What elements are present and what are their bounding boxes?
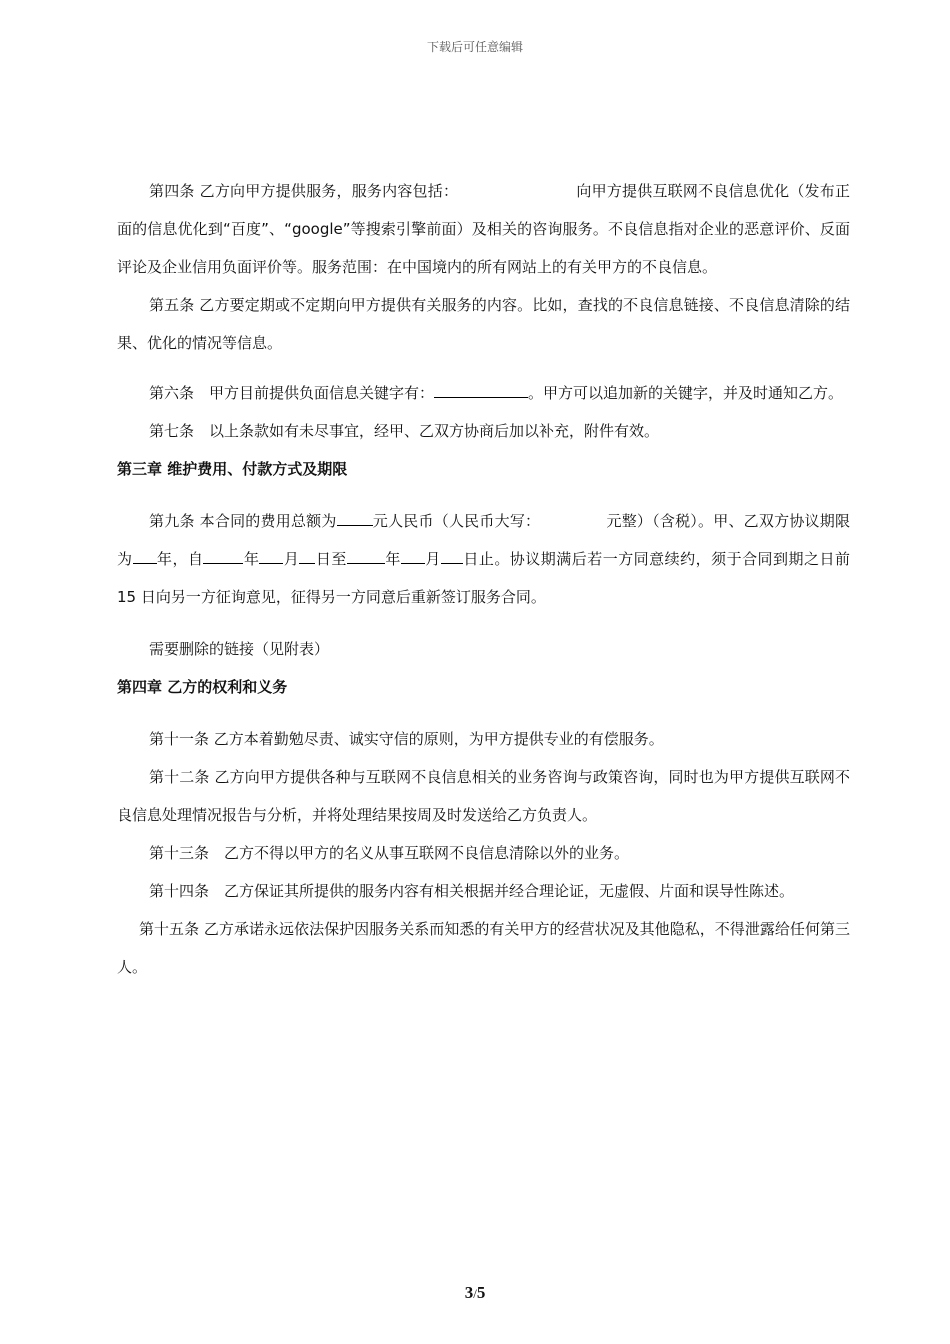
total-pages: 5 bbox=[476, 1283, 486, 1302]
document-body bbox=[117, 172, 850, 986]
article-9 bbox=[117, 502, 850, 616]
article-15: 第十五条 乙方承诺永远依法保护因服务关系而知悉的有关甲方的经营状况及其他隐私，不得泄露给任何第三人。 bbox=[117, 920, 850, 976]
start-year-blank bbox=[203, 546, 243, 564]
start-day-blank bbox=[299, 546, 315, 564]
page-number bbox=[0, 1283, 950, 1303]
article-9-part: 年，自 bbox=[156, 550, 204, 568]
term-years-blank bbox=[133, 546, 157, 564]
article-6 bbox=[117, 374, 850, 412]
article-9-part: 元整）（含税）。甲、乙双方协议期限为 bbox=[117, 512, 850, 568]
article-12: 第十二条 乙方向甲方提供各种与互联网不良信息相关的业务咨询与政策咨询，同时也为甲方提供互联网不良信息处理情况报告与分析，并将处理结果按周及时发送给乙方负责人。 bbox=[117, 768, 850, 824]
article-5: 第五条 乙方要定期或不定期向甲方提供有关服务的内容。比如，查找的不良信息链接、不良信息清除的结果、优化的情况等信息。 bbox=[117, 296, 850, 352]
article-9-part: 月 bbox=[424, 550, 441, 568]
article-9-part: 日止。协议期满后若一方同意续约，须于合同到期之日前 15 日向另一方征询意见，征得另一方同意后重新签订服务合同。 bbox=[117, 550, 850, 606]
article-9-part: 元人民币（人民币大写： bbox=[372, 512, 541, 530]
article-9-part: 年 bbox=[384, 550, 401, 568]
article-9-part: 月 bbox=[283, 550, 300, 568]
chapter-3-title: 第三章 维护费用、付款方式及期限 bbox=[117, 460, 348, 478]
links-note: 需要删除的链接（见附表） bbox=[149, 640, 330, 658]
article-4 bbox=[117, 172, 850, 286]
article-6-lead: 第六条 甲方目前提供负面信息关键字有： bbox=[149, 384, 435, 402]
article-13: 第十三条 乙方不得以甲方的名义从事互联网不良信息清除以外的业务。 bbox=[149, 844, 630, 862]
article-7: 第七条 以上条款如有未尽事宜，经甲、乙双方协商后加以补充，附件有效。 bbox=[149, 422, 660, 440]
article-4-text: 向甲方提供互联网不良信息优化（发布正面的信息优化到“百度”、“google”等搜索引擎前面）及相关的咨询服务。不良信息指对企业的恶意评价、反面评论及企业信用负面评价等。服务范围：在中国境内的所有网站上的有关甲方的不良信息。 bbox=[117, 182, 850, 276]
start-month-blank bbox=[259, 546, 283, 564]
article-9-part: 年 bbox=[243, 550, 260, 568]
end-day-blank bbox=[441, 546, 463, 564]
article-4-lead: 第四条 乙方向甲方提供服务，服务内容包括： bbox=[149, 182, 459, 200]
current-page: 3 bbox=[464, 1283, 474, 1302]
article-6-text: 。甲方可以追加新的关键字，并及时通知乙方。 bbox=[528, 384, 844, 402]
fee-blank bbox=[337, 508, 373, 526]
article-14: 第十四条 乙方保证其所提供的服务内容有相关根据并经合理论证，无虚假、片面和误导性陈述。 bbox=[149, 882, 795, 900]
article-9-part: 日至 bbox=[315, 550, 347, 568]
keyword-blank bbox=[434, 380, 528, 398]
page-header: 下载后可任意编辑 bbox=[426, 40, 523, 54]
article-11: 第十一条 乙方本着勤勉尽责、诚实守信的原则，为甲方提供专业的有偿服务。 bbox=[149, 730, 664, 748]
end-month-blank bbox=[401, 546, 425, 564]
page-separator: / bbox=[473, 1286, 477, 1301]
end-year-blank bbox=[347, 546, 385, 564]
chapter-4-title: 第四章 乙方的权利和义务 bbox=[117, 678, 288, 696]
article-9-part: 第九条 本合同的费用总额为 bbox=[149, 512, 337, 530]
